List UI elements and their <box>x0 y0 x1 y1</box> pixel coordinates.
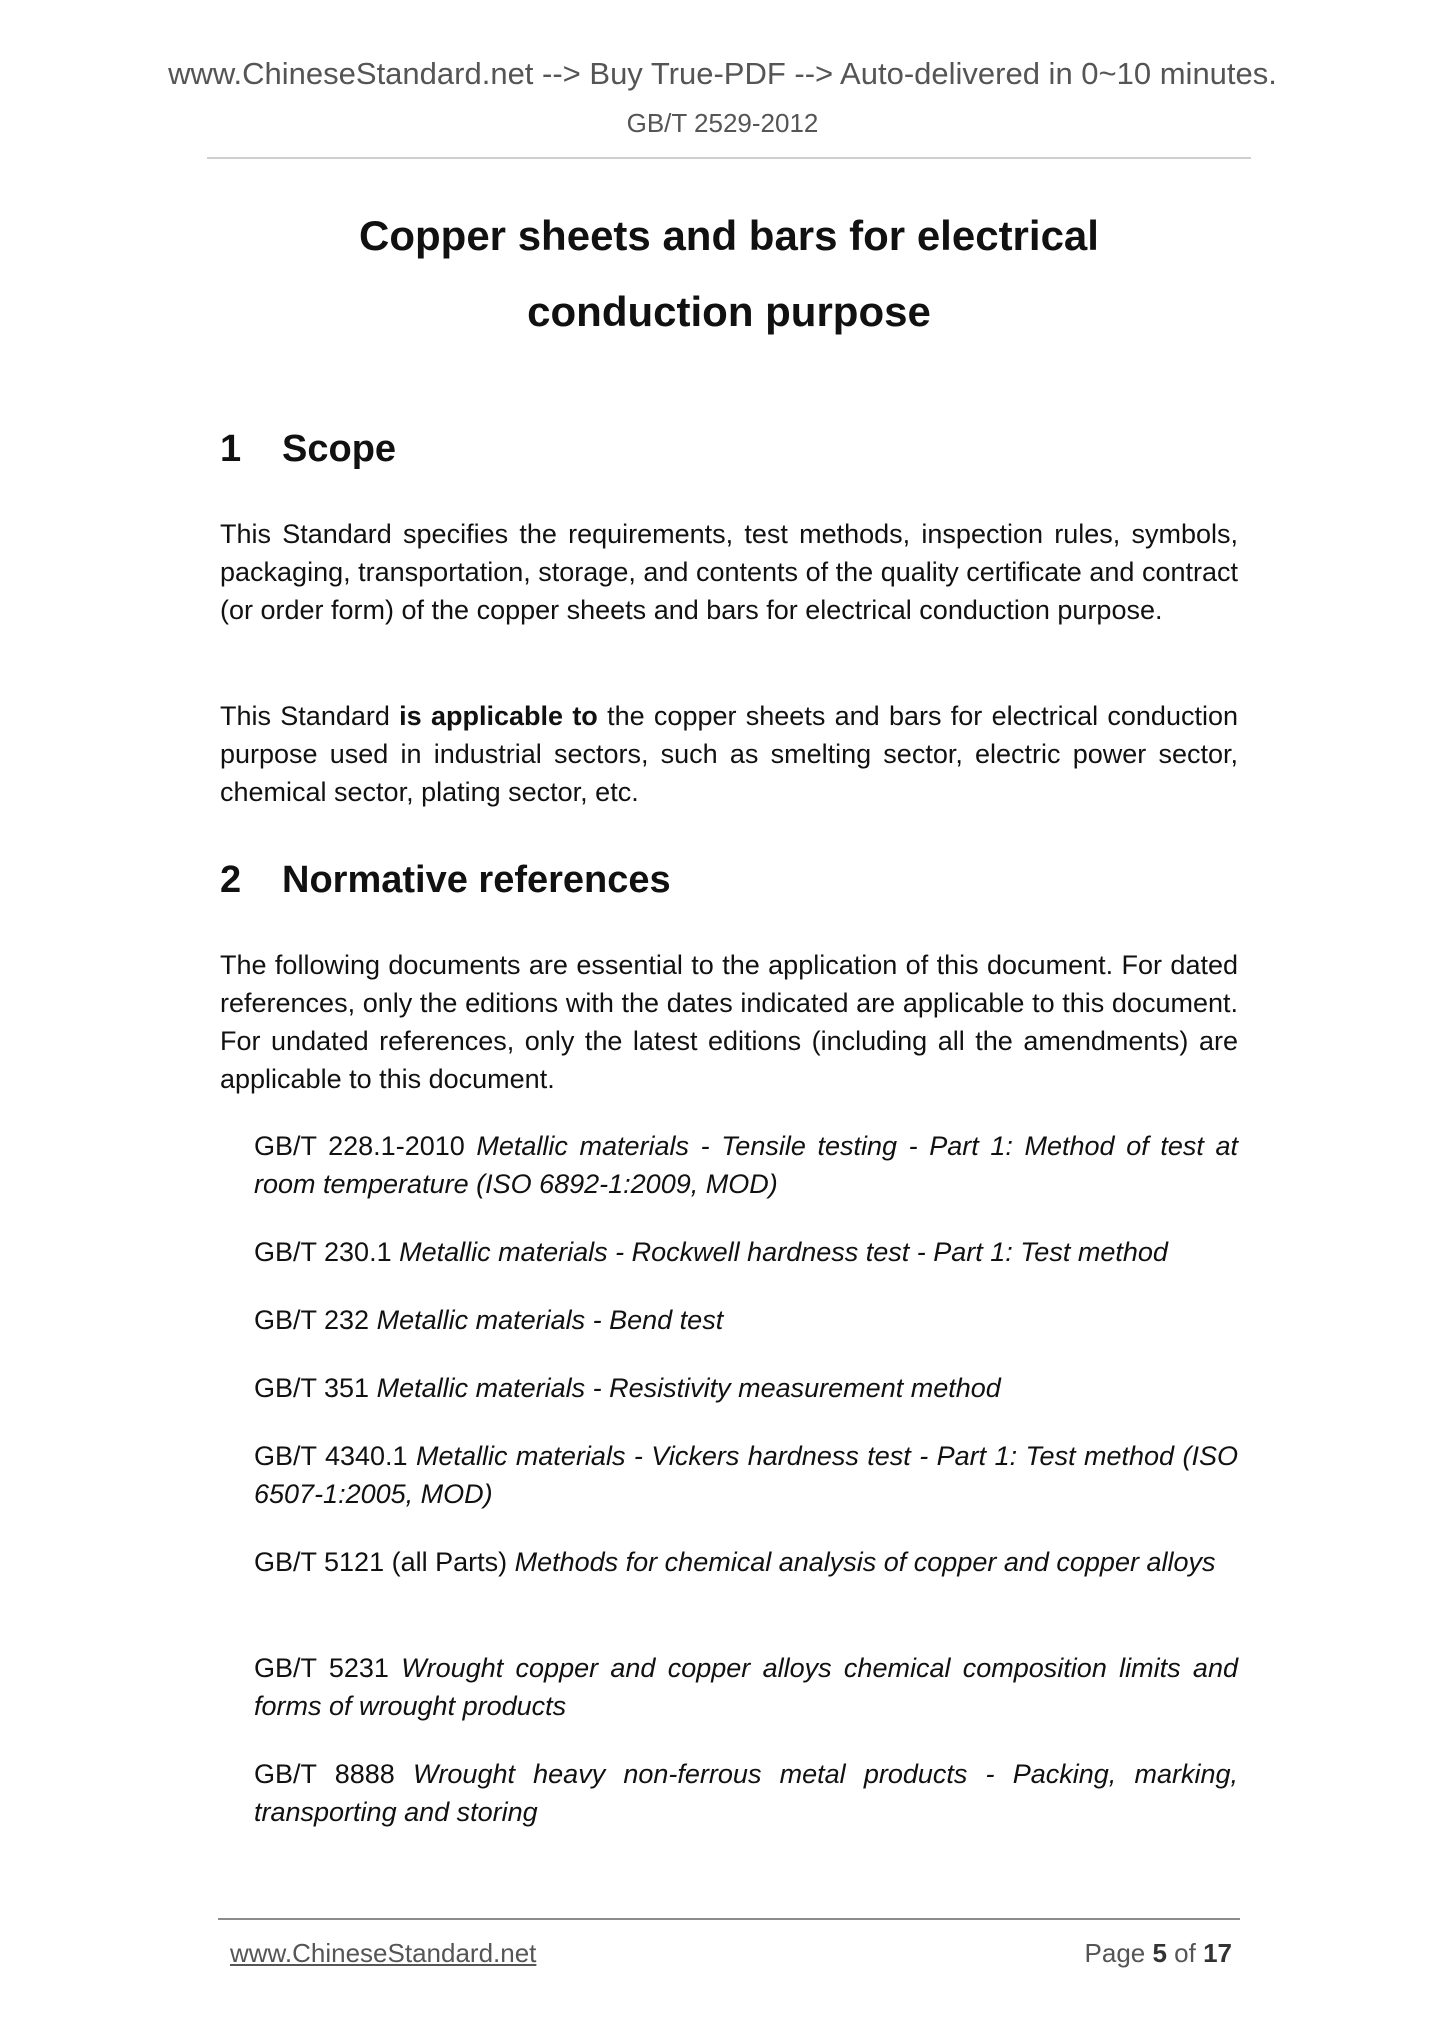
document-title <box>207 198 1251 350</box>
page-indicator <box>1085 1940 1232 1966</box>
section-2-title: Normative references <box>282 859 671 901</box>
reference-code: GB/T 230.1 <box>254 1237 400 1267</box>
section-2-heading <box>220 861 671 899</box>
scope-para2-end: the copper sheets and bars for electrical conduction purpose used in industrial sectors, such as smelting sector, electric power sector, chemical sector, plating sector, etc. <box>220 701 1238 807</box>
reference-title: Metallic materials - Rockwell hardness test - Part 1: Test method <box>399 1237 1168 1267</box>
section-2-number: 2 <box>220 859 242 901</box>
section-1-number: 1 <box>220 428 242 470</box>
reference-item <box>254 1233 1238 1271</box>
standard-code: GB/T 2529-2012 <box>626 108 819 138</box>
footer-site-link[interactable]: www.ChineseStandard.net <box>230 1938 537 1968</box>
reference-code: GB/T 8888 <box>254 1759 413 1789</box>
title-line-2: conduction purpose <box>527 288 931 335</box>
reference-item <box>254 1437 1238 1513</box>
scope-paragraph-2 <box>220 697 1238 811</box>
section-1-title: Scope <box>282 428 397 470</box>
footer-divider <box>218 1918 1240 1920</box>
reference-title: Metallic materials - Resistivity measurement method <box>376 1373 1001 1403</box>
scope-para2-start: This Standard <box>220 701 400 731</box>
reference-title: Wrought copper and copper alloys chemical composition limits and forms of wrought products <box>254 1653 1238 1721</box>
reference-item <box>254 1649 1238 1725</box>
reference-item <box>254 1369 1238 1407</box>
reference-code: GB/T 5231 <box>254 1653 402 1683</box>
reference-code: GB/T 228.1-2010 <box>254 1131 477 1161</box>
reference-code: GB/T 5121 (all Parts) <box>254 1547 515 1577</box>
reference-item <box>254 1543 1238 1581</box>
title-line-1: Copper sheets and bars for electrical <box>359 212 1099 259</box>
reference-title: Metallic materials - Vickers hardness test - Part 1: Test method (ISO 6507-1:2005, MOD) <box>254 1441 1238 1509</box>
page-total: 17 <box>1203 1938 1232 1968</box>
reference-code: GB/T 232 <box>254 1305 377 1335</box>
reference-title: Methods for chemical analysis of copper and copper alloys <box>514 1547 1216 1577</box>
reference-item <box>254 1301 1238 1339</box>
page-prefix: Page <box>1084 1938 1153 1968</box>
section-1-heading <box>220 430 396 468</box>
reference-code: GB/T 4340.1 <box>254 1441 416 1471</box>
scope-para2-bold: is applicable to <box>399 701 598 731</box>
page-of: of <box>1166 1938 1204 1968</box>
header-banner: www.ChineseStandard.net --> Buy True-PDF --> Auto-delivered in 0~10 minutes. <box>168 56 1277 91</box>
reference-code: GB/T 351 <box>254 1373 377 1403</box>
page-current: 5 <box>1152 1938 1167 1968</box>
reference-item <box>254 1755 1238 1831</box>
normative-intro-paragraph: The following documents are essential to the application of this document. For dated references, only the editions with the dates indicated are applicable to this document. For undated references, only the latest editions (including all the amendments) are applicable to this document. <box>220 950 1238 1094</box>
reference-item <box>254 1127 1238 1203</box>
scope-paragraph-1: This Standard specifies the requirements, test methods, inspection rules, symbols, packaging, transportation, storage, and contents of the quality certificate and contract (or order form) of the copper sheets and bars for electrical conduction purpose. <box>220 519 1238 625</box>
reference-title: Metallic materials - Tensile testing - Part 1: Method of test at room temperature (ISO 6892-1:2009, MOD) <box>254 1131 1238 1199</box>
reference-title: Metallic materials - Bend test <box>376 1305 724 1335</box>
header-divider <box>207 157 1251 159</box>
reference-title: Wrought heavy non-ferrous metal products - Packing, marking, transporting and storing <box>254 1759 1238 1827</box>
